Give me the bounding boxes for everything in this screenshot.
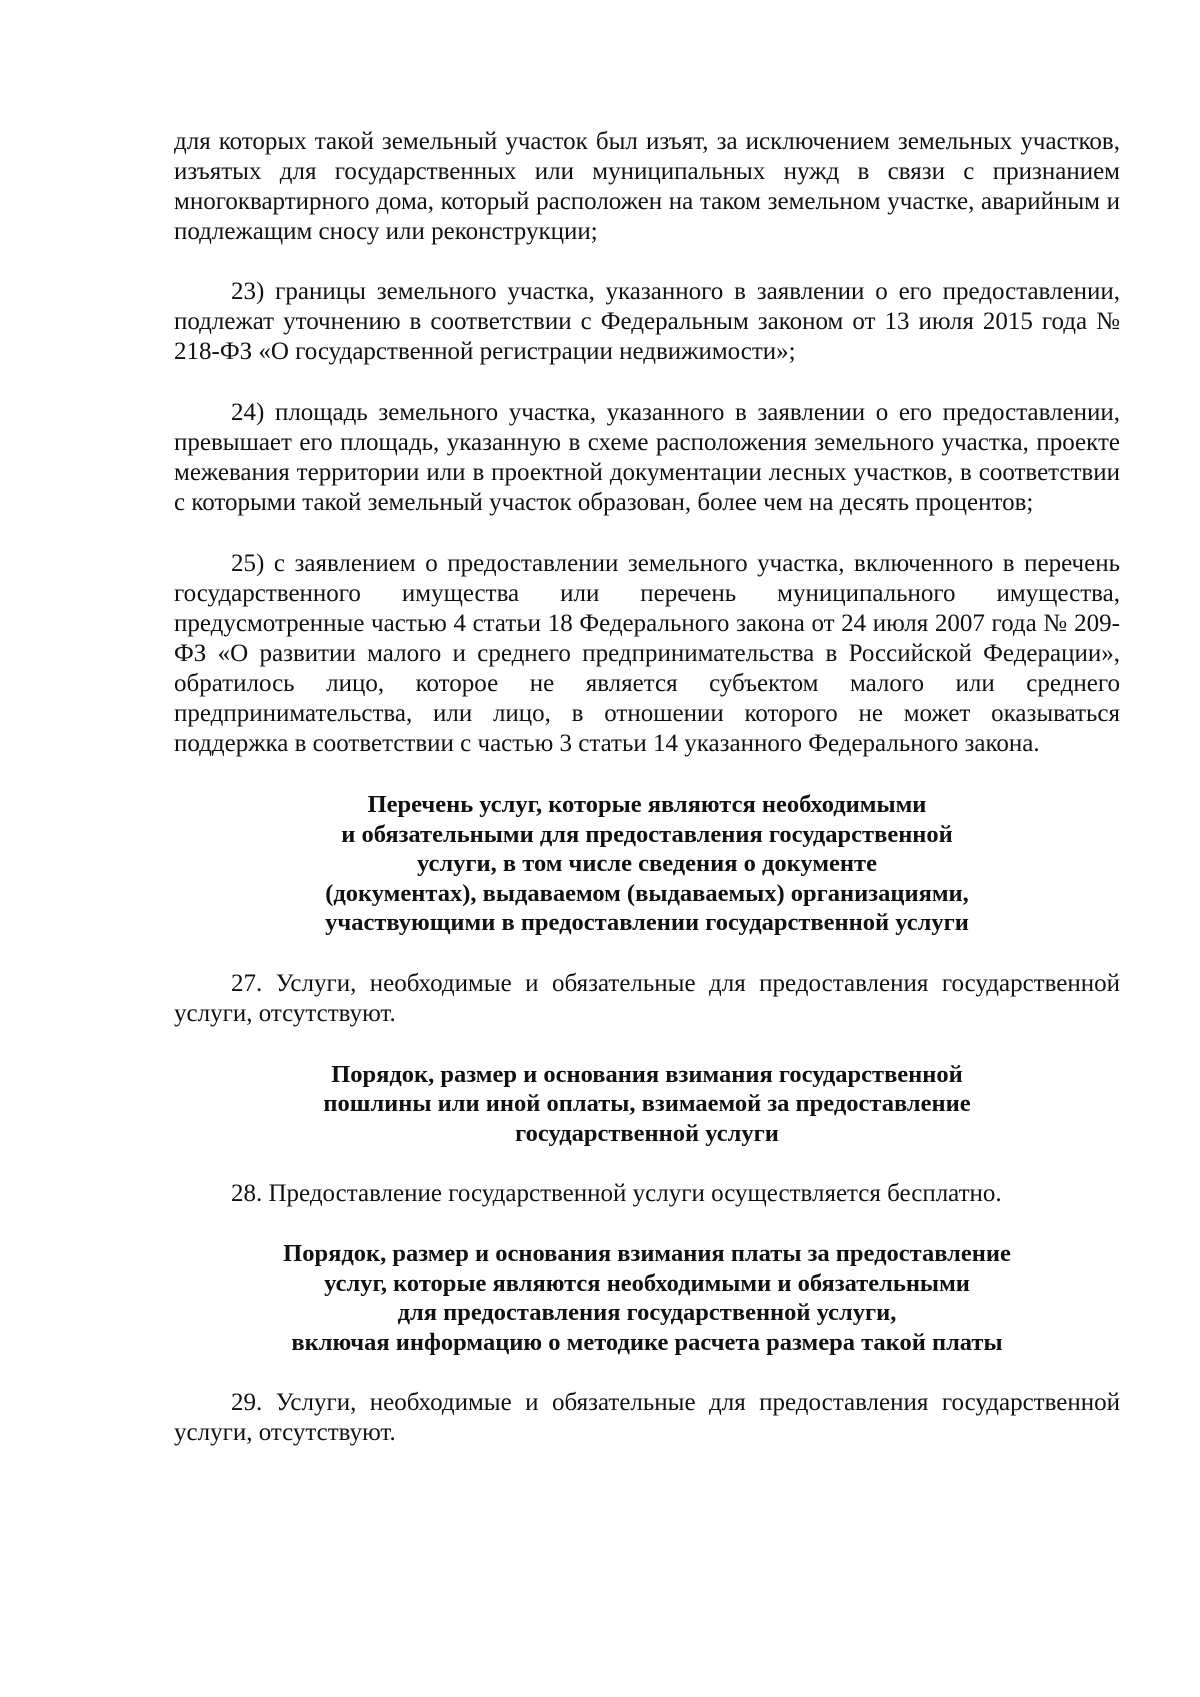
section-heading-state-fee bbox=[174, 1060, 1120, 1149]
section-heading-payment-for-services bbox=[174, 1239, 1120, 1357]
heading-line: услуг, которые являются необходимыми и обязательными bbox=[324, 1269, 970, 1297]
paragraph-item-29: 29. Услуги, необходимые и обязательные для предоставления государственной услуги, отсутствуют. bbox=[174, 1389, 1120, 1446]
heading-line: и обязательными для предоставления государственной bbox=[341, 820, 953, 848]
heading-line: (документах), выдаваемом (выдаваемых) организациями, bbox=[325, 879, 969, 907]
heading-line: услуги, в том числе сведения о документе bbox=[417, 850, 877, 877]
paragraph-item-24: 24) площадь земельного участка, указанного в заявлении о его предоставлении, превышает его площадь, указанную в схеме расположения земельного участка, проекте межевания территории или в проектной документации лесных участков, в соответствии с которыми такой земельный участок образован, более чем на десять процентов; bbox=[174, 399, 1120, 516]
section-heading-required-services bbox=[174, 790, 1120, 938]
paragraph-item-25: 25) с заявлением о предоставлении земельного участка, включенного в перечень государственного имущества или перечень муниципального имущества, предусмотренные частью 4 статьи 18 Федерального закона от 24 июля 2007 года № 209-ФЗ «О развитии малого и среднего предпринимательства в Российской Федерации», обратилось лицо, которое не является субъектом малого или среднего предпринимательства, или лицо, в отношении которого не может оказываться поддержка в соответствии с частью 3 статьи 14 указанного Федерального закона. bbox=[174, 550, 1120, 757]
heading-line: для предоставления государственной услуги, bbox=[397, 1299, 897, 1326]
document-page bbox=[174, 127, 1120, 1448]
heading-line: участвующими в предоставлении государственной услуги bbox=[325, 909, 969, 936]
paragraph-item-27: 27. Услуги, необходимые и обязательные для предоставления государственной услуги, отсутствуют. bbox=[174, 969, 1120, 1027]
paragraph-item-28: 28. Предоставление государственной услуги осуществляется бесплатно. bbox=[231, 1180, 1002, 1207]
paragraph-continuation: для которых такой земельный участок был изъят, за исключением земельных участков, изъятых для государственных или муниципальных нужд в связи с признанием многоквартирного дома, который расположен на таком земельном участке, аварийным и подлежащим сносу или реконструкции; bbox=[174, 128, 1120, 245]
heading-line: Порядок, размер и основания взимания государственной bbox=[331, 1060, 963, 1088]
heading-line: Перечень услуг, которые являются необходимыми bbox=[367, 791, 927, 818]
heading-line: Порядок, размер и основания взимания платы за предоставление bbox=[283, 1240, 1011, 1267]
heading-line: государственной услуги bbox=[515, 1119, 779, 1147]
heading-line: пошлины или иной оплаты, взимаемой за предоставление bbox=[323, 1090, 971, 1117]
paragraph-item-23: 23) границы земельного участка, указанного в заявлении о его предоставлении, подлежат уточнению в соответствии с Федеральным законом от 13 июля 2015 года № 218-ФЗ «О государственной регистрации недвижимости»; bbox=[174, 278, 1120, 365]
heading-line: включая информацию о методике расчета размера такой платы bbox=[291, 1328, 1003, 1356]
